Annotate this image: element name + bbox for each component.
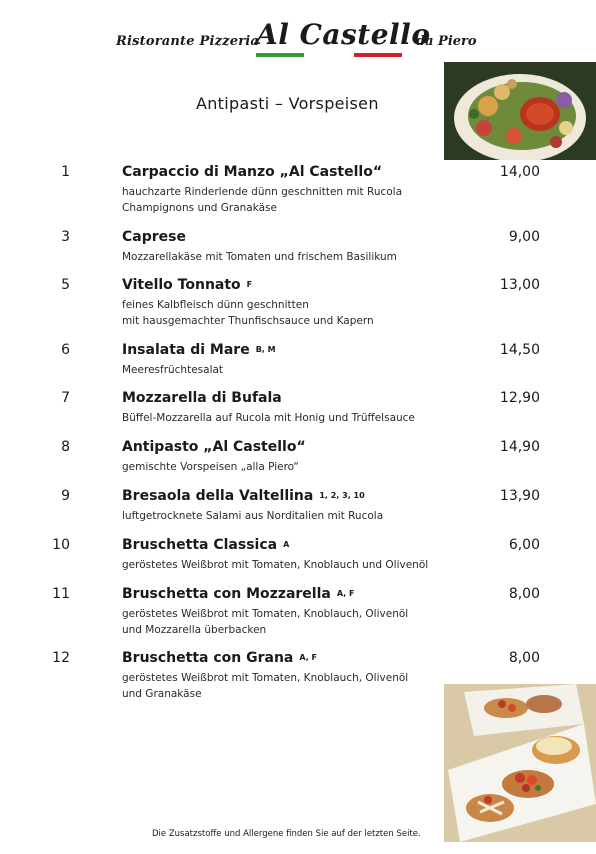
allergen-codes: 1, 2, 3, 10: [319, 491, 365, 500]
item-name: Bruschetta con Mozzarella A, F: [122, 586, 355, 602]
item-description: geröstetes Weißbrot mit Tomaten, Knoblauch, Olivenöl und Granakäse: [122, 672, 409, 700]
item-description: feines Kalbfleisch dünn geschnitten mit hausgemachter Thunfischsauce und Kapern: [122, 299, 374, 327]
item-price: 13,00: [499, 277, 540, 293]
header-suffix: da Piero: [416, 34, 477, 49]
item-price: 14,50: [499, 342, 540, 358]
item-name: Vitello Tonnato F: [122, 277, 253, 293]
item-description: gemischte Vorspeisen „alla Piero“: [122, 461, 299, 473]
item-description: Mozzarellakäse mit Tomaten und frischem Basilikum: [122, 251, 397, 263]
item-number: 5: [61, 277, 70, 293]
item-description: luftgetrocknete Salami aus Norditalien mit Rucola: [122, 510, 384, 522]
item-number: 8: [61, 439, 70, 455]
item-price: 8,00: [508, 586, 540, 602]
allergen-codes: A: [283, 540, 290, 549]
flag-green-stripe: [256, 53, 304, 57]
item-description: geröstetes Weißbrot mit Tomaten, Knoblauch, Olivenöl und Mozzarella überbacken: [122, 608, 409, 636]
flag-red-stripe: [354, 53, 402, 57]
item-description: hauchzarte Rinderlende dünn geschnitten mit Rucola Champignons und Granakäse: [122, 186, 403, 214]
item-price: 13,90: [499, 488, 540, 504]
item-name: Mozzarella di Bufala: [122, 390, 282, 406]
item-number: 6: [61, 342, 70, 358]
item-name: Bruschetta con Grana A, F: [122, 650, 317, 666]
item-name: Insalata di Mare B, M: [122, 342, 276, 358]
item-number: 3: [61, 229, 70, 245]
item-number: 1: [61, 164, 70, 180]
item-number: 9: [61, 488, 70, 504]
item-price: 14,00: [499, 164, 540, 180]
item-number: 11: [52, 586, 70, 602]
item-description: Büffel-Mozzarella auf Rucola mit Honig und Trüffelsauce: [122, 412, 415, 424]
item-price: 6,00: [508, 537, 540, 553]
item-description: Meeresfrüchtesalat: [122, 364, 224, 376]
restaurant-logo-name: Al Castello: [256, 18, 431, 51]
item-name: Carpaccio di Manzo „Al Castello“: [122, 164, 383, 180]
allergen-codes: A, F: [336, 589, 355, 598]
item-name: Bruschetta Classica A: [122, 537, 290, 553]
item-price: 14,90: [499, 439, 540, 455]
item-number: 7: [61, 390, 70, 406]
item-number: 10: [52, 537, 70, 553]
header-prefix: Ristorante Pizzeria: [116, 34, 260, 49]
item-price: 9,00: [508, 229, 540, 245]
antipasti-platter-photo: [444, 62, 596, 160]
item-name: Bresaola della Valtellina 1, 2, 3, 10: [122, 488, 365, 504]
allergen-codes: B, M: [255, 345, 276, 354]
bruschetta-photo: [444, 684, 596, 842]
allergen-footer-note: Die Zusatzstoffe und Allergene finden Sie auf der letzten Seite.: [152, 829, 421, 839]
item-number: 12: [52, 650, 70, 666]
item-name: Caprese: [122, 229, 186, 245]
item-price: 8,00: [508, 650, 540, 666]
allergen-codes: F: [246, 280, 253, 289]
item-price: 12,90: [499, 390, 540, 406]
item-description: geröstetes Weißbrot mit Tomaten, Knoblauch und Olivenöl: [122, 559, 429, 571]
restaurant-header: [0, 20, 596, 64]
item-name: Antipasto „Al Castello“: [122, 439, 306, 455]
section-title: Antipasti – Vorspeisen: [196, 94, 379, 113]
allergen-codes: A, F: [299, 653, 317, 662]
